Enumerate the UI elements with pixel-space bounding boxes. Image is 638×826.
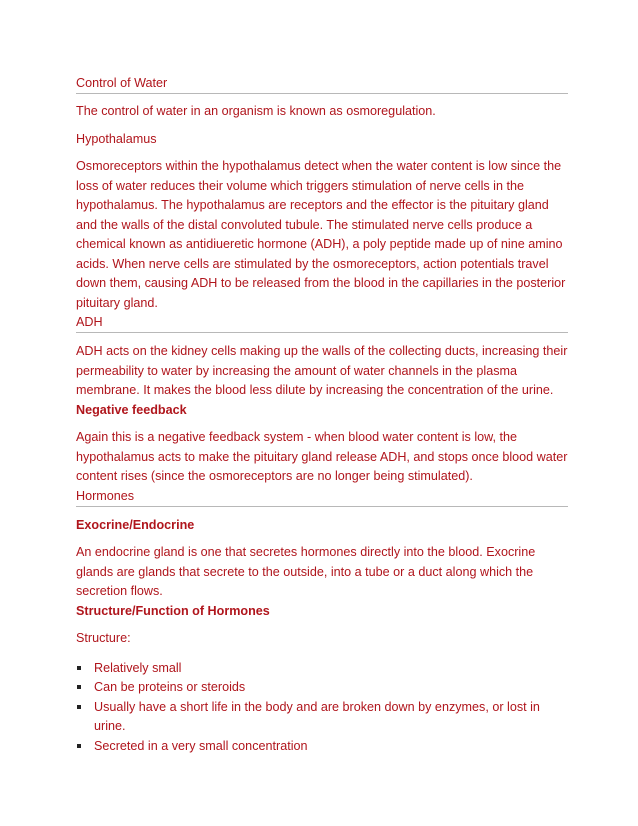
list-item-text: Relatively small xyxy=(94,660,182,675)
hormones-heading: Hormones xyxy=(76,487,568,507)
structure-function-heading: Structure/Function of Hormones xyxy=(76,603,270,618)
structure-list xyxy=(76,659,568,757)
square-bullet-icon xyxy=(77,666,81,670)
control-of-water-heading: Control of Water xyxy=(76,74,568,94)
intro-paragraph: The control of water in an organism is known as osmoregulation. xyxy=(76,104,436,118)
hypothalamus-heading: Hypothalamus xyxy=(76,131,157,146)
square-bullet-icon xyxy=(77,705,81,709)
exocrine-endocrine-heading: Exocrine/Endocrine xyxy=(76,517,195,532)
adh-paragraph: ADH acts on the kidney cells making up the walls of the collecting ducts, increasing their permeability to water by increasing the amount of water channels in the plasma membrane. It makes the blood less dilute by increasing the concentration of the urine. xyxy=(76,344,568,397)
list-item-text: Usually have a short life in the body and are broken down by enzymes, or lost in urine. xyxy=(94,699,540,733)
adh-heading: ADH xyxy=(76,313,568,333)
document-content xyxy=(76,74,568,756)
list-item xyxy=(76,678,568,698)
hypothalamus-paragraph: Osmoreceptors within the hypothalamus detect when the water content is low since the loss of water reduces their volume which triggers stimulation of nerve cells in the hypothalamus. The hypothalamus are receptors and the effector is the pituitary gland and the walls of the distal convoluted tubule. The stimulated nerve cells produce a chemical known as antidiueretic hormone (ADH), a poly peptide made up of nine amino acids. When nerve cells are stimulated by the osmoreceptors, action potentials travel down them, causing ADH to be released from the blood in the capillaries in the posterior pituitary gland. xyxy=(76,159,566,310)
list-item xyxy=(76,737,568,757)
list-item xyxy=(76,659,568,679)
exocrine-endocrine-paragraph: An endocrine gland is one that secretes hormones directly into the blood. Exocrine glands are glands that secrete to the outside, into a tube or a duct along which the secretion flows. xyxy=(76,545,536,598)
list-item xyxy=(76,698,568,737)
negative-feedback-heading: Negative feedback xyxy=(76,402,187,417)
square-bullet-icon xyxy=(77,685,81,689)
structure-label: Structure: xyxy=(76,631,131,645)
list-item-text: Secreted in a very small concentration xyxy=(94,738,308,753)
negative-feedback-paragraph: Again this is a negative feedback system - when blood water content is low, the hypothalamus acts to make the pituitary gland release ADH, and stops once blood water content rises (since the osmoreceptors are no longer being stimulated). xyxy=(76,430,568,483)
square-bullet-icon xyxy=(77,744,81,748)
list-item-text: Can be proteins or steroids xyxy=(94,680,246,694)
